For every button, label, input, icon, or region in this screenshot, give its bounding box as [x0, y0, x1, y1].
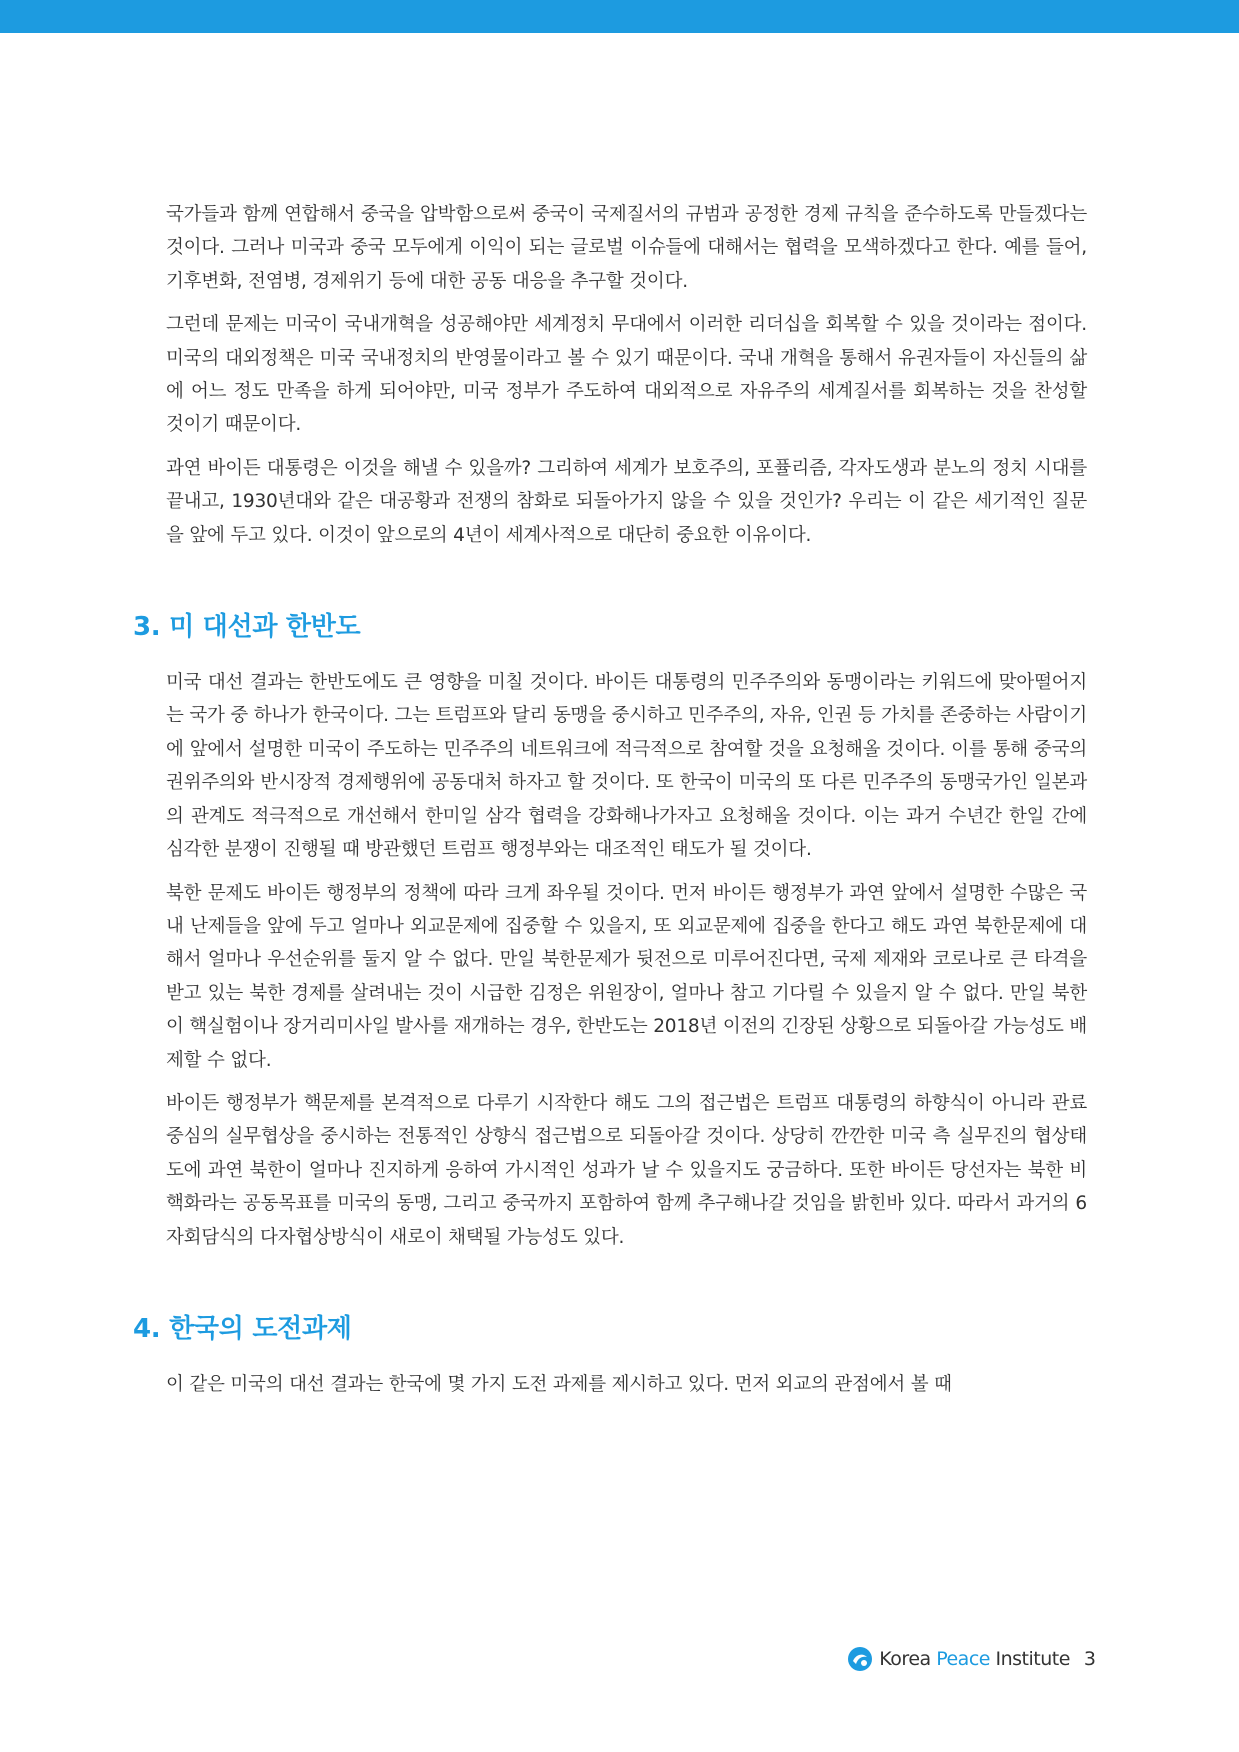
paragraph: 바이든 행정부가 핵문제를 본격적으로 다루기 시작한다 해도 그의 접근법은 트럼프 대통령의 하향식이 아니라 관료 중심의 실무협상을 중시하는 전통적인 상향식 접근법으로 되돌아갈 것이다. 상당히 깐깐한 미국 측 실무진의 협상태도에 과연 북한이 얼마나 진지하게 응하여 가시적인 성과가 날 수 있을지도 궁금하다. 또한 바이든 당선자는 북한 비핵화라는 공동목표를 미국의 동맹, 그리고 중국까지 포함하여 함께 추구해나갈 것임을 밝힌바 있다. 따라서 과거의 6자회담식의 다자협상방식이 새로이 채택될 가능성도 있다. — [166, 1092, 1087, 1248]
publisher-name-word: Peace — [936, 1648, 990, 1670]
paragraph: 미국 대선 결과는 한반도에도 큰 영향을 미칠 것이다. 바이든 대통령의 민주주의와 동맹이라는 키워드에 맞아떨어지는 국가 중 하나가 한국이다. 그는 트럼프와 달리 동맹을 중시하고 민주주의, 자유, 인권 등 가치를 존중하는 사람이기에 앞에서 설명한 미국이 주도하는 민주주의 네트워크에 적극적으로 참여할 것을 요청해올 것이다. 이를 통해 중국의 권위주의와 반시장적 경제행위에 공동대처 하자고 할 것이다. 또 한국이 미국의 또 다른 민주주의 동맹국가인 일본과의 관계도 적극적으로 개선해서 한미일 삼각 협력을 강화해나가자고 요청해올 것이다. 이는 과거 수년간 한일 간에 심각한 분쟁이 진행될 때 방관했던 트럼프 행정부와는 대조적인 태도가 될 것이다. — [166, 672, 1087, 861]
publisher-name-word: Institute — [995, 1648, 1070, 1670]
page-footer — [847, 1644, 1096, 1674]
paragraph: 과연 바이든 대통령은 이것을 해낼 수 있을까? 그리하여 세계가 보호주의, 포퓰리즘, 각자도생과 분노의 정치 시대를 끝내고, 1930년대와 같은 대공황과 전쟁의 참화로 되돌아가지 않을 수 있을 것인가? 우리는 이 같은 세기적인 질문을 앞에 두고 있다. 이것이 앞으로의 4년이 세계사적으로 대단히 중요한 이유이다. — [166, 457, 1087, 546]
korea-peace-institute-logo-icon — [847, 1646, 873, 1672]
page-number: 3 — [1083, 1648, 1096, 1670]
paragraph: 북한 문제도 바이든 행정부의 정책에 따라 크게 좌우될 것이다. 먼저 바이든 행정부가 과연 앞에서 설명한 수많은 국내 난제들을 앞에 두고 얼마나 외교문제에 집중할 수 있을지, 또 외교문제에 집중을 한다고 해도 과연 북한문제에 대해서 얼마나 우선순위를 둘지 알 수 없다. 만일 북한문제가 뒷전으로 미루어진다면, 국제 제재와 코로나로 큰 타격을 받고 있는 북한 경제를 살려내는 것이 시급한 김정은 위원장이, 얼마나 참고 기다릴 수 있을지 알 수 없다. 만일 북한이 핵실험이나 장거리미사일 발사를 재개하는 경우, 한반도는 2018년 이전의 긴장된 상황으로 되돌아갈 가능성도 배제할 수 없다. — [166, 882, 1088, 1071]
paragraph: 그런데 문제는 미국이 국내개혁을 성공해야만 세계정치 무대에서 이러한 리더십을 회복할 수 있을 것이라는 점이다. 미국의 대외정책은 미국 국내정치의 반영물이라고 볼 수 있기 때문이다. 국내 개혁을 통해서 유권자들이 자신들의 삶에 어느 정도 만족을 하게 되어야만, 미국 정부가 주도하여 대외적으로 자유주의 세계질서를 회복하는 것을 찬성할 것이기 때문이다. — [166, 314, 1087, 436]
top-accent-bar — [0, 0, 1239, 33]
publisher-name-word: Korea — [879, 1648, 931, 1670]
page-body — [133, 198, 1087, 1411]
section-heading-4: 4. 한국의 도전과제 — [133, 1313, 352, 1344]
paragraph: 이 같은 미국의 대선 결과는 한국에 몇 가지 도전 과제를 제시하고 있다. 먼저 외교의 관점에서 볼 때 — [166, 1373, 952, 1395]
section-heading-3: 3. 미 대선과 한반도 — [133, 612, 361, 643]
paragraph: 국가들과 함께 연합해서 중국을 압박함으로써 중국이 국제질서의 규범과 공정한 경제 규칙을 준수하도록 만들겠다는 것이다. 그러나 미국과 중국 모두에게 이익이 되는 글로벌 이슈들에 대해서는 협력을 모색하겠다고 한다. 예를 들어, 기후변화, 전염병, 경제위기 등에 대한 공동 대응을 추구할 것이다. — [166, 204, 1087, 292]
publisher-name — [879, 1648, 1070, 1670]
